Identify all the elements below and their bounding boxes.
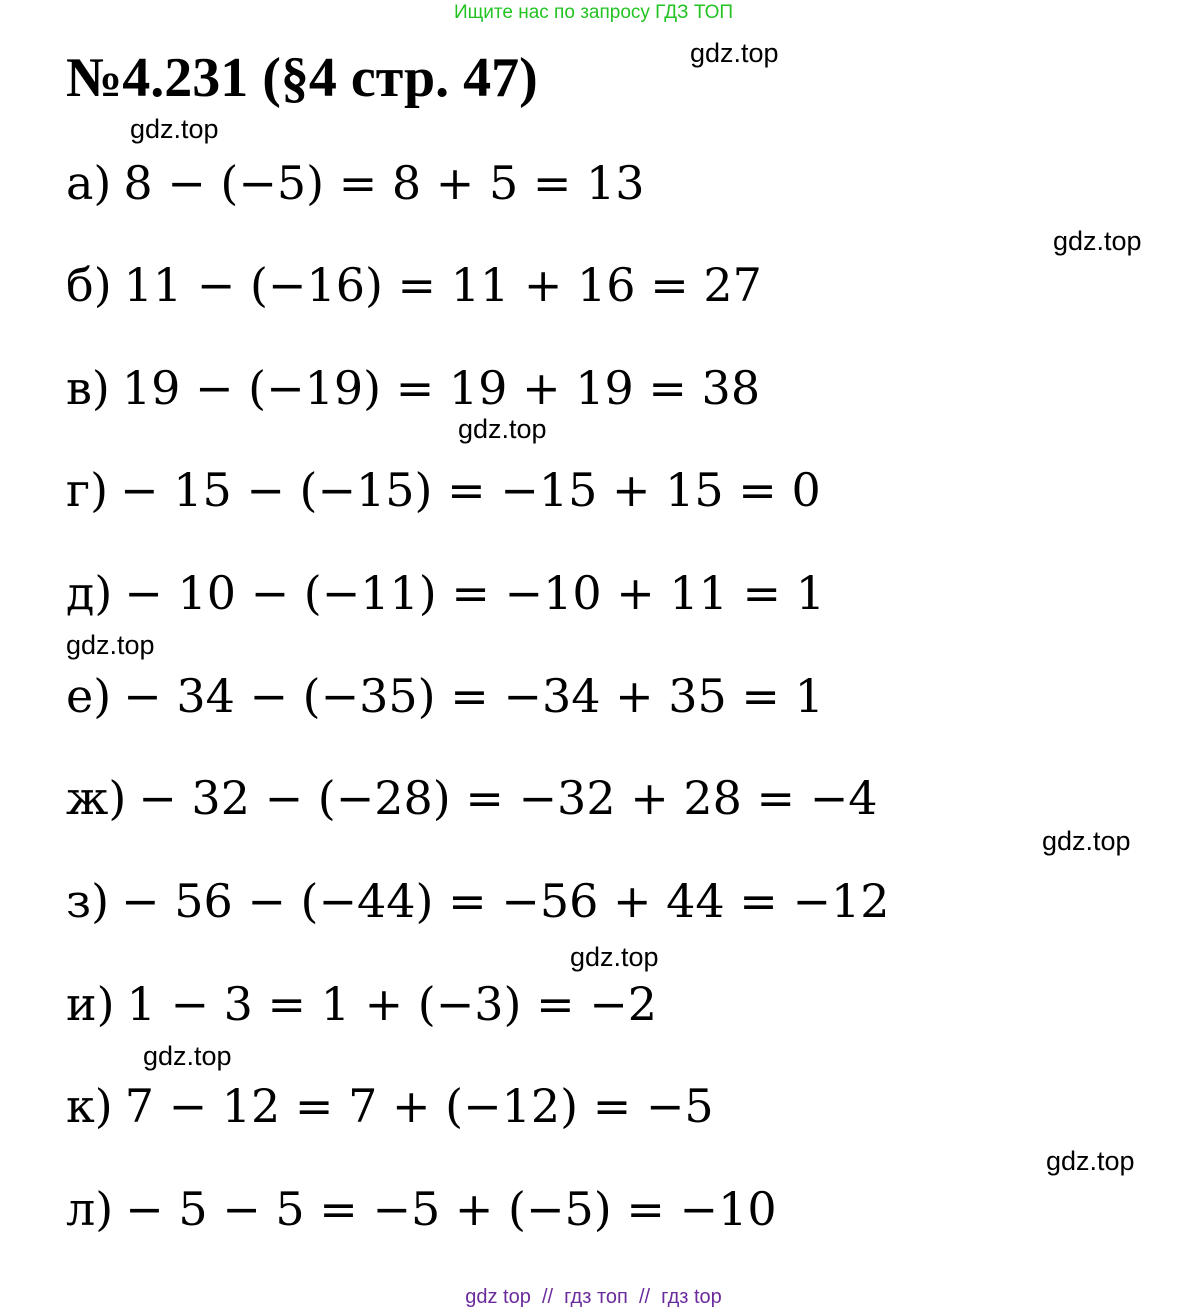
- equation-expression: − 15 − (−15) = −15 + 15 = 0: [120, 463, 821, 517]
- equation-label: а): [66, 156, 112, 210]
- equation-label: ж): [66, 771, 127, 825]
- equation-label: е): [66, 669, 112, 723]
- equation-label: б): [66, 258, 112, 312]
- watermark: gdz.top: [690, 38, 779, 68]
- equation-g: [66, 463, 821, 517]
- equation-expression: − 56 − (−44) = −56 + 44 = −12: [121, 874, 890, 928]
- watermark: gdz.top: [1042, 826, 1131, 856]
- equation-expression: − 10 − (−11) = −10 + 11 = 1: [124, 566, 825, 620]
- equation-expression: − 34 − (−35) = −34 + 35 = 1: [123, 669, 824, 723]
- equation-expression: 1 − 3 = 1 + (−3) = −2: [126, 977, 658, 1031]
- equation-expression: 11 − (−16) = 11 + 16 = 27: [123, 258, 762, 312]
- equation-d: [66, 566, 825, 620]
- equation-v: [66, 361, 761, 415]
- equation-expression: 8 − (−5) = 8 + 5 = 13: [123, 156, 645, 210]
- equation-label: з): [66, 874, 110, 928]
- equation-expression: 19 − (−19) = 19 + 19 = 38: [121, 361, 761, 415]
- equation-e: [66, 669, 824, 723]
- watermark: gdz.top: [570, 942, 659, 972]
- equation-l: [66, 1182, 777, 1236]
- equation-label: д): [66, 566, 113, 620]
- equation-expression: − 32 − (−28) = −32 + 28 = −4: [138, 771, 878, 825]
- equation-z: [66, 874, 890, 928]
- watermark: gdz.top: [66, 630, 155, 660]
- equation-a: [66, 156, 645, 210]
- equation-zh: [66, 771, 878, 825]
- equation-label: к): [66, 1079, 113, 1133]
- watermark: gdz.top: [458, 414, 547, 444]
- watermark: gdz.top: [1053, 226, 1142, 256]
- watermark: gdz.top: [143, 1041, 232, 1071]
- equation-i: [66, 977, 658, 1031]
- watermark: gdz.top: [130, 114, 219, 144]
- equation-b: [66, 258, 762, 312]
- equation-label: г): [66, 463, 109, 517]
- equation-expression: − 5 − 5 = −5 + (−5) = −10: [125, 1182, 777, 1236]
- equation-label: л): [66, 1182, 114, 1236]
- equation-label: в): [66, 361, 110, 415]
- top-banner: Ищите нас по запросу ГДЗ ТОП: [453, 2, 734, 23]
- footer-links: gdz top // гдз топ // гдз top: [465, 1286, 722, 1308]
- equation-expression: 7 − 12 = 7 + (−12) = −5: [124, 1079, 714, 1133]
- watermark: gdz.top: [1046, 1146, 1135, 1176]
- equation-label: и): [66, 977, 115, 1031]
- page-title: №4.231 (§4 стр. 47): [66, 47, 538, 109]
- equation-k: [66, 1079, 714, 1133]
